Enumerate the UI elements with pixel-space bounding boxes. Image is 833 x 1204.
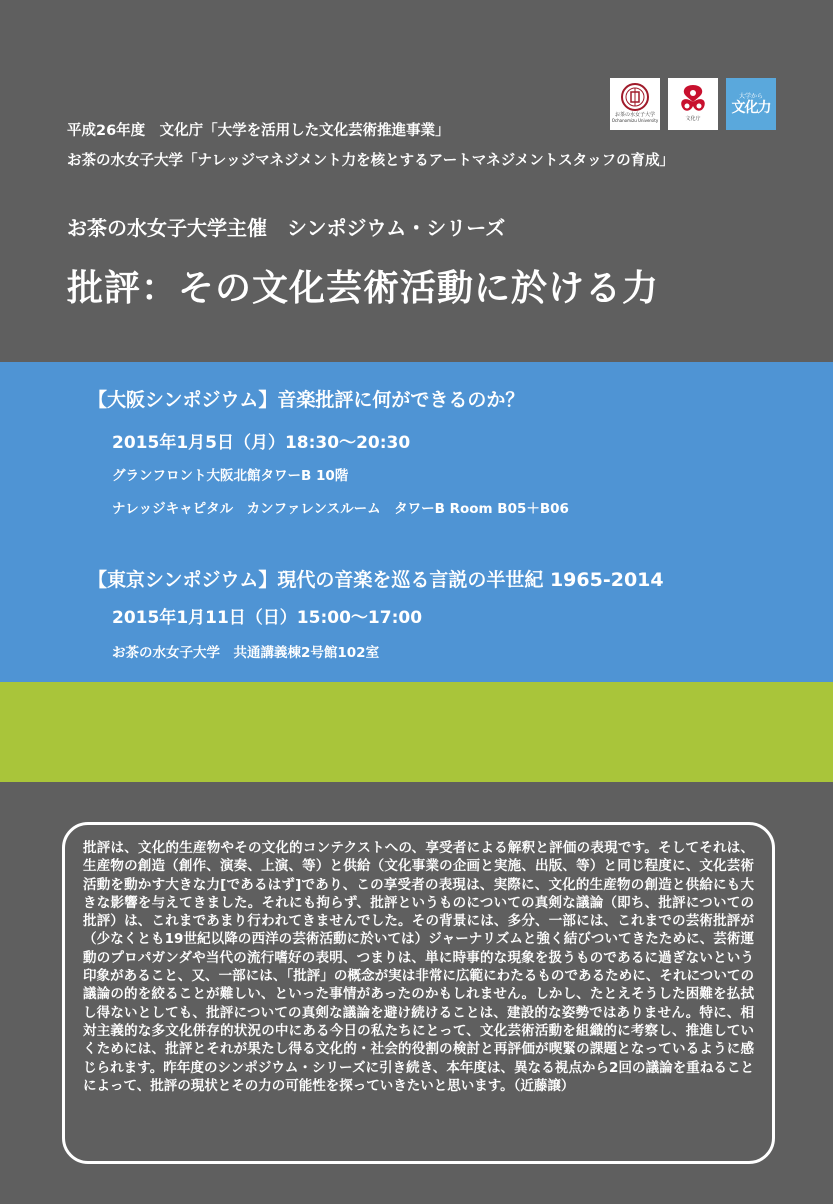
university-crest-icon — [620, 82, 650, 112]
tokyo-event-title: 【東京シンポジウム】現代の音楽を巡る言説の半世紀 1965-2014 — [88, 569, 664, 591]
page-title: 批評：その文化芸術活動に於ける力 — [67, 268, 660, 309]
bunkaryoku-logo-main: 文化力 — [731, 100, 771, 116]
bunkaryoku-logo-top: 大学から — [738, 93, 763, 100]
osaka-event-venue: グランフロント大阪北館タワーB 10階 — [112, 468, 349, 484]
daigaku-kara-bunkaryoku-logo — [726, 78, 776, 130]
bunkacho-logo — [668, 78, 718, 130]
tokyo-event-venue: お茶の水女子大学 共通講義棟2号館102室 — [112, 645, 380, 661]
description-box — [62, 822, 775, 1164]
osaka-event-date: 2015年1月5日（月）18:30〜20:30 — [112, 433, 411, 453]
bunkacho-emblem-icon — [675, 82, 711, 116]
osaka-event-title: 【大阪シンポジウム】音楽批評に何ができるのか？ — [88, 389, 525, 411]
ochanomizu-university-logo — [610, 78, 660, 130]
organizer-line: お茶の水女子大学主催 シンポジウム・シリーズ — [67, 216, 506, 240]
tokyo-event-date: 2015年1月11日（日）15:00〜17:00 — [112, 608, 423, 628]
accent-band — [0, 682, 833, 782]
description-text: 批評は、文化的生産物やその文化的コンテクストへの、享受者による解釈と評価の表現です。そしてそれは、生産物の創造（創作、演奏、上演、等）と供給（文化事業の企画と実施、出版、等）と同じ程度に、文化芸術活動を動かす大きな力[であるはず]であり、この享受者の表現は、実際に、文化的生産物の創造と供給にも大きな影響を与えてきました。それにも拘らず、批評というものについての真剣な議論（即ち、批評についての批評）は、これまであまり行われてきませんでした。その背景には、多分、一部には、これまでの芸術批評が（少なくとも19世紀以降の西洋の芸術活動に於いては）ジャーナリズムと強く結びついてきたために、芸術運動のプロパガンダや当代の流行嗜好の表明、つまりは、単に時事的な現象を扱うものであるに過ぎないという印象があること、又、一部には、「批評」の概念が実は非常に広範にわたるものであるために、それについての議論の的を絞ることが難しい、といった事情があったのかもしれません。しかし、たとえそうした困難を払拭し得ないとしても、批評についての真剣な議論を避け続けることは、建設的な姿勢ではありません。特に、相対主義的な多文化併存的状況の中にある今日の私たちにとって、文化芸術活動を組織的に考察し、推進していくためには、批評とそれが果たし得る文化的・社会的役割の検討と再評価が喫緊の課題となっているように感じられます。昨年度のシンポジウム・シリーズに引き続き、本年度は、異なる視点から2回の議論を重ねることによって、批評の現状とその力の可能性を探っていきたいと思います。（近藤譲） — [83, 840, 754, 1094]
university-logo-caption: お茶の水女子大学 — [614, 112, 655, 118]
university-logo-sub: Ochanomizu University — [611, 118, 659, 123]
project-line: お茶の水女子大学「ナレッジマネジメント力を核とするアートマネジメントスタッフの育成」 — [67, 153, 675, 169]
osaka-event-room: ナレッジキャピタル カンファレンスルーム タワーB Room B05＋B06 — [112, 501, 569, 517]
program-line: 平成26年度 文化庁「大学を活用した文化芸術推進事業」 — [67, 123, 450, 139]
bunkacho-logo-caption: 文化庁 — [685, 116, 701, 122]
logo-group — [610, 78, 776, 130]
